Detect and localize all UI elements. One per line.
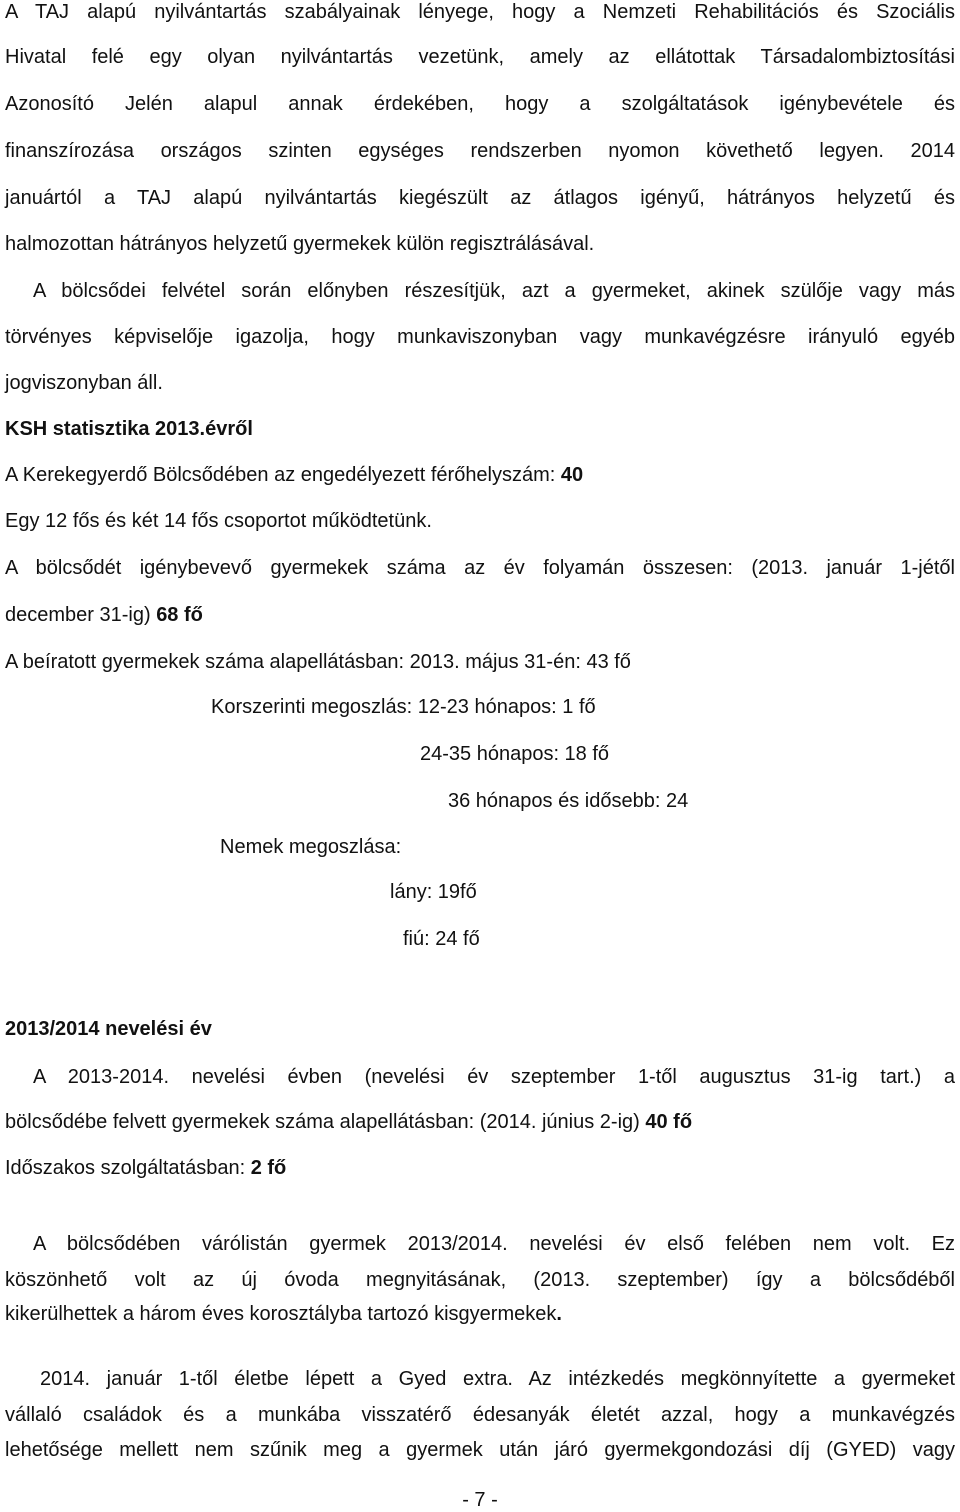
- paragraph-taj-line-2: Hivatal felé egy olyan nyilvántartás vezetünk, amely az ellátottak Társadalombiztosítási: [5, 46, 955, 68]
- nevelesi-ev-line-2: [5, 1110, 955, 1134]
- ksh-csoport: Egy 12 fős és két 14 fős csoportot működtetünk.: [5, 510, 432, 532]
- page-number: - 7 -: [462, 1489, 498, 1511]
- gyed-line-1: 2014. január 1-től életbe lépett a Gyed extra. Az intézkedés megkönnyítette a gyermeket: [40, 1368, 955, 1390]
- ksh-heading: KSH statisztika 2013.évről: [5, 418, 253, 440]
- idoszakos-label: Időszakos szolgáltatásban:: [5, 1157, 251, 1179]
- ksh-kor-line-2: 24-35 hónapos: 18 fő: [420, 743, 610, 765]
- ksh-ferohely-line: [5, 463, 955, 487]
- nevelesi-ev-line-2-value: 40 fő: [645, 1111, 693, 1133]
- ksh-igenybevevo-line-2: [5, 603, 955, 627]
- nevelesi-ev-heading: 2013/2014 nevelési év: [5, 1018, 212, 1040]
- ksh-ferohely-label: A Kerekegyerdő Bölcsődében az engedélyezett férőhelyszám:: [5, 464, 561, 486]
- ksh-igenybevevo-value: 68 fő: [156, 604, 203, 626]
- ksh-kor-line-3: 36 hónapos és idősebb: 24: [448, 790, 689, 812]
- varolista-line-2: köszönhető volt az új óvoda megnyitásának, (2013. szeptember) így a bölcsődéből: [5, 1269, 955, 1291]
- ksh-igenybevevo-label: december 31-ig): [5, 604, 157, 626]
- paragraph-taj-line-4: finanszírozása országos szinten egységes rendszerben nyomon követhető legyen. 2014: [5, 140, 955, 162]
- paragraph-taj-line-1: A TAJ alapú nyilvántartás szabályainak lényege, hogy a Nemzeti Rehabilitációs és Szociális: [5, 1, 955, 23]
- varolista-line-3: [5, 1302, 955, 1326]
- paragraph-taj-line-3: Azonosító Jelén alapul annak érdekében, hogy a szolgáltatások igénybevétele és: [5, 93, 955, 115]
- paragraph-taj-line-5: januártól a TAJ alapú nyilvántartás kiegészült az átlagos igényű, hátrányos helyzetű és: [5, 187, 955, 209]
- nevelesi-ev-line-1: A 2013-2014. nevelési évben (nevelési év szeptember 1-től augusztus 31-ig tart.) a: [33, 1066, 955, 1088]
- paragraph-felvetel-line-3: jogviszonyban áll.: [5, 372, 163, 394]
- gyed-line-2: vállaló családok és a munkába visszatérő édesanyák életét azzal, hogy a munkavégzés: [5, 1404, 955, 1426]
- ksh-nemek-label: Nemek megoszlása:: [220, 836, 402, 858]
- paragraph-taj-line-6: halmozottan hátrányos helyzetű gyermekek külön regisztrálásával.: [5, 233, 595, 255]
- paragraph-felvetel-line-1: A bölcsődei felvétel során előnyben részesítjük, azt a gyermeket, akinek szülője vagy más: [33, 280, 955, 302]
- paragraph-felvetel-line-2: törvényes képviselője igazolja, hogy munkaviszonyban vagy munkavégzésre irányuló egyéb: [5, 326, 955, 348]
- ksh-beiratott: A beíratott gyermekek száma alapellátásban: 2013. május 31-én: 43 fő: [5, 651, 631, 673]
- idoszakos-line: [5, 1156, 955, 1180]
- varolista-line-3-dot: .: [556, 1303, 562, 1325]
- ksh-ferohely-value: 40: [560, 464, 584, 486]
- ksh-lany: lány: 19fő: [390, 881, 477, 903]
- ksh-fiu: fiú: 24 fő: [403, 928, 480, 950]
- ksh-igenybevevo-line-1: A bölcsődét igénybevevő gyermekek száma az év folyamán összesen: (2013. január 1-jétől: [5, 557, 955, 579]
- idoszakos-value: 2 fő: [250, 1157, 287, 1179]
- ksh-kor-line-1: Korszerinti megoszlás: 12-23 hónapos: 1 fő: [211, 696, 596, 718]
- varolista-line-1: A bölcsődében várólistán gyermek 2013/2014. nevelési év első felében nem volt. Ez: [33, 1233, 955, 1255]
- varolista-line-3-text: kikerülhettek a három éves korosztályba tartozó kisgyermekek: [5, 1303, 557, 1325]
- nevelesi-ev-line-2-label: bölcsődébe felvett gyermekek száma alapellátásban: (2014. június 2-ig): [5, 1111, 646, 1133]
- gyed-line-3: lehetősége mellett nem szűnik meg a gyermek után járó gyermekgondozási díj (GYED) vagy: [5, 1439, 955, 1461]
